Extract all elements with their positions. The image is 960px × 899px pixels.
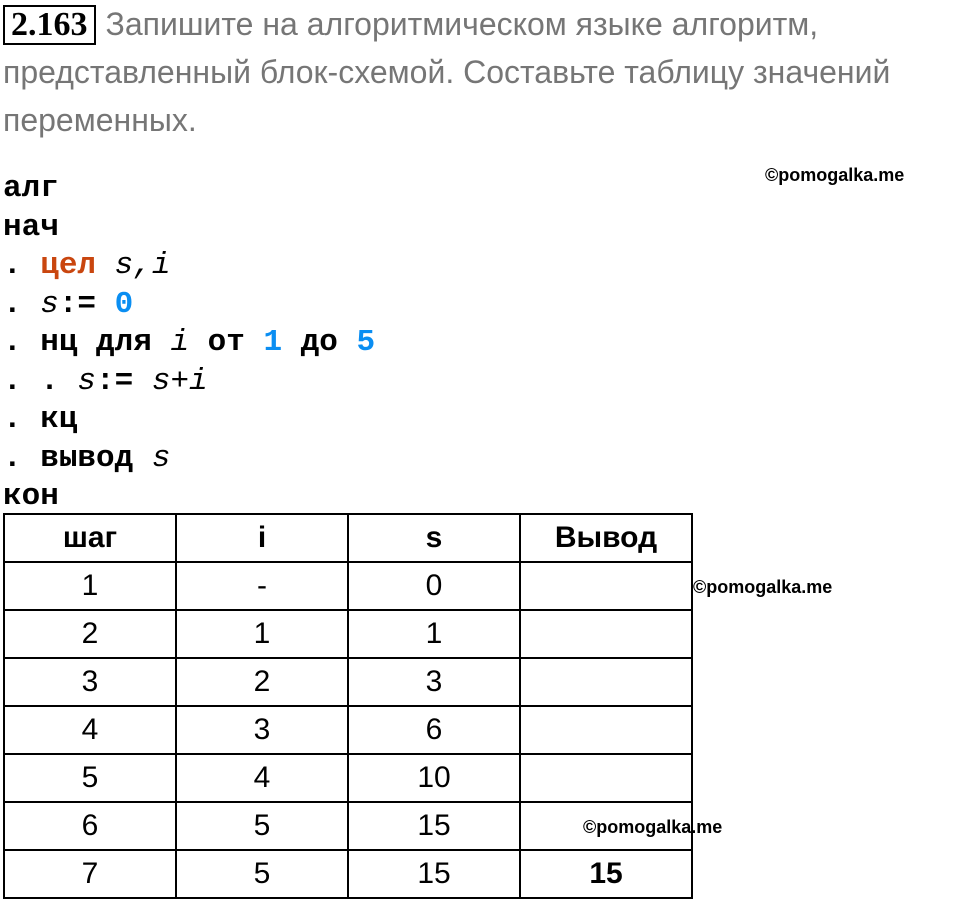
variables: s,i: [96, 248, 171, 283]
number: 1: [263, 325, 283, 360]
table-cell: 3: [176, 706, 348, 754]
table-cell: 6: [4, 802, 176, 850]
code-line: нач: [3, 209, 59, 245]
table-cell: 10: [348, 754, 520, 802]
code-line: [3, 286, 375, 325]
table-cell: 15: [348, 850, 520, 898]
operator: :=: [96, 363, 152, 399]
table-row: [4, 562, 692, 610]
code-line: алг: [3, 171, 59, 206]
keyword: цел: [40, 248, 97, 283]
table-cell: 3: [4, 658, 176, 706]
table-cell: 5: [176, 850, 348, 898]
table-cell: 1: [348, 610, 520, 658]
code-line: [3, 324, 375, 363]
table-cell: [520, 754, 692, 802]
table-cell: 2: [176, 658, 348, 706]
table-cell: 4: [4, 706, 176, 754]
table-row: [4, 754, 692, 802]
indent-dot: .: [3, 286, 41, 322]
expression: s+i: [151, 363, 208, 399]
variable: s: [151, 440, 171, 476]
table-cell: 5: [176, 802, 348, 850]
code-line: [3, 247, 375, 286]
indent-dot: .: [3, 248, 41, 283]
trace-table: [3, 513, 693, 899]
number: 5: [356, 325, 376, 360]
table-cell: -: [176, 562, 348, 610]
keyword: нц для: [40, 325, 171, 360]
header-i: i: [176, 514, 348, 562]
table-cell: [520, 658, 692, 706]
header-output: Вывод: [520, 514, 692, 562]
table-cell: [520, 706, 692, 754]
table-cell: 4: [176, 754, 348, 802]
table-cell: [520, 610, 692, 658]
table-cell: 2: [4, 610, 176, 658]
table-cell: 5: [4, 754, 176, 802]
table-cell: 0: [348, 562, 520, 610]
indent-dot: .: [3, 440, 41, 476]
task-text: Запишите на алгоритмическом языке алгоритм, представленный блок-схемой. Составьте таблицу значений переменных.: [3, 6, 891, 138]
table-row: [4, 802, 692, 850]
table-cell: 1: [176, 610, 348, 658]
table-cell: 15: [348, 802, 520, 850]
table-cell: 7: [4, 850, 176, 898]
table-row: [4, 706, 692, 754]
watermark: ©pomogalka.me: [583, 817, 723, 837]
algorithm-code: [3, 170, 375, 517]
header-s: s: [348, 514, 520, 562]
number: 0: [114, 286, 134, 322]
watermark: ©pomogalka.me: [693, 577, 833, 597]
table-cell: [520, 802, 692, 850]
keyword: от: [189, 325, 264, 360]
code-line: . кц: [3, 402, 78, 437]
indent-dot: . .: [3, 363, 78, 399]
task-statement: [3, 0, 958, 144]
keyword: до: [282, 325, 357, 360]
table-row: [4, 610, 692, 658]
keyword: вывод: [40, 440, 152, 476]
code-line: кон: [3, 479, 59, 514]
code-line: [3, 440, 375, 479]
task-number: 2.163: [3, 5, 96, 45]
operator: :=: [58, 286, 115, 322]
table-cell: 1: [4, 562, 176, 610]
header-step: шаг: [4, 514, 176, 562]
watermark: ©pomogalka.me: [765, 165, 905, 185]
table-cell: 3: [348, 658, 520, 706]
table-row: [4, 850, 692, 898]
code-line: [3, 363, 375, 402]
table-cell: 6: [348, 706, 520, 754]
variable: s: [77, 363, 97, 399]
table-row: [4, 658, 692, 706]
table-cell: [520, 562, 692, 610]
indent-dot: .: [3, 325, 41, 360]
variable: i: [170, 325, 190, 360]
table-cell: 15: [520, 850, 692, 898]
variable: s: [40, 286, 59, 322]
